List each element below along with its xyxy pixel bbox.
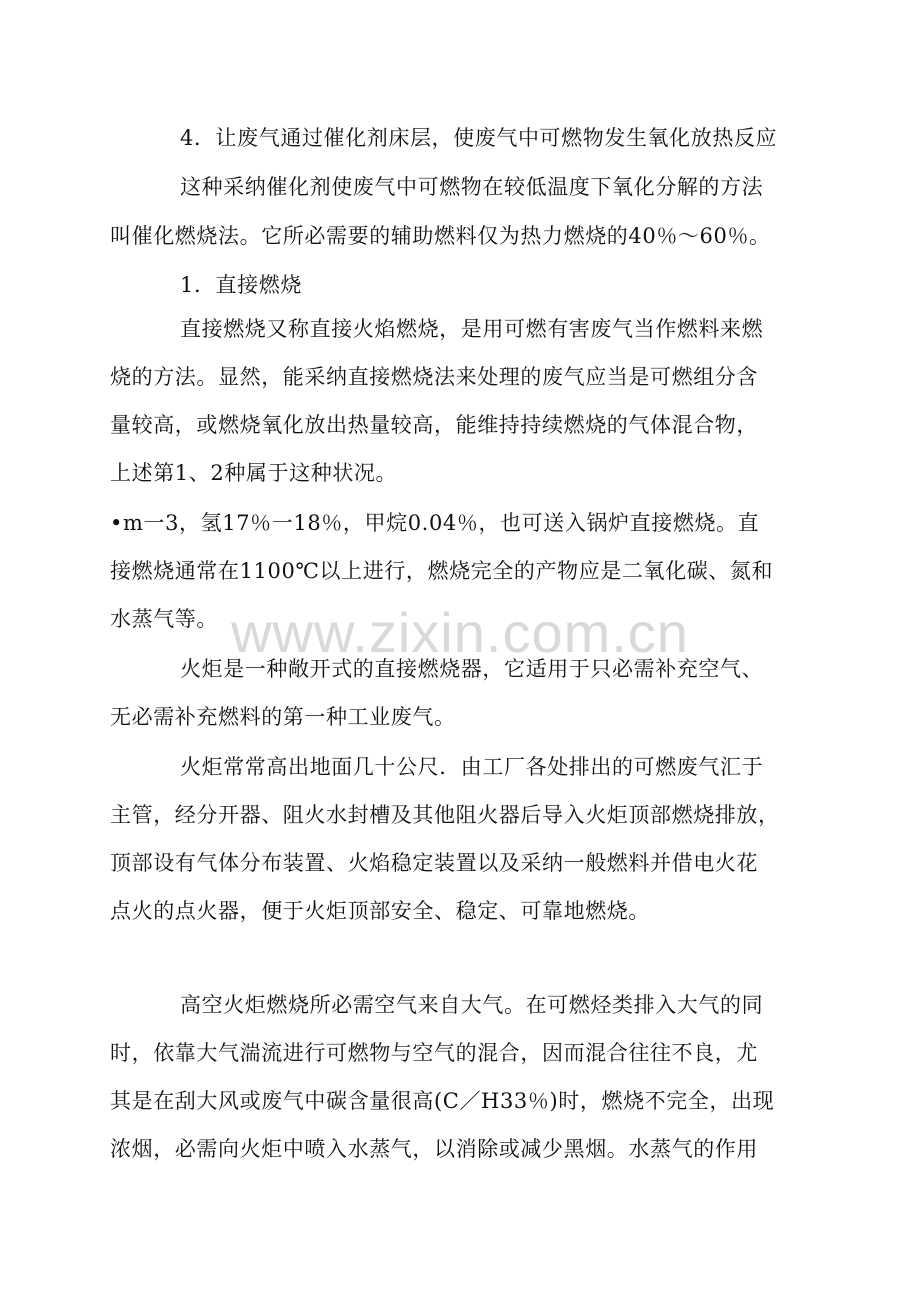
text-line: 无必需补充燃料的第一种工业废气。 [110, 705, 456, 729]
text-line: •m一3，氢17％一18％，甲烷0.04％，也可送入锅炉直接燃烧。直 [110, 511, 760, 535]
section-heading: 1．直接燃烧 [180, 273, 302, 297]
text-line: 叫催化燃烧法。它所必需要的辅助燃料仅为热力燃烧的40％～60％。 [110, 224, 771, 248]
text-line: 量较高，或燃烧氧化放出热量较高，能维持持续燃烧的气体混合物， [110, 413, 758, 437]
text-line: 浓烟，必需向火炬中喷入水蒸气，以消除或减少黑烟。水蒸气的作用 [110, 1137, 758, 1161]
text-line: 点火的点火器，便于火炬顶部安全、稳定、可靠地燃烧。 [110, 899, 650, 923]
watermark: www.zixin.com.cn [231, 601, 689, 664]
text-line: 火炬是一种敞开式的直接燃烧器，它适用于只必需补充空气、 [180, 657, 764, 681]
text-line: 直接燃烧又称直接火焰燃烧，是用可燃有害废气当作燃料来燃 [180, 317, 764, 341]
text-line: 水蒸气等。 [110, 607, 218, 631]
text-line: 高空火炬燃烧所必需空气来自大气。在可燃烃类排入大气的同 [180, 993, 764, 1017]
text-line: 这种采纳催化剂使废气中可燃物在较低温度下氧化分解的方法 [180, 175, 764, 199]
text-line: 时，依靠大气湍流进行可燃物与空气的混合，因而混合往往不良，尤 [110, 1041, 758, 1065]
text-line: 上述第1、2种属于这种状况。 [110, 461, 398, 485]
text-line: 烧的方法。显然，能采纳直接燃烧法来处理的废气应当是可燃组分含 [110, 365, 758, 389]
text-line: 接燃烧通常在1100℃以上进行，燃烧完全的产物应是二氧化碳、氮和 [110, 559, 774, 583]
text-line: 主管，经分开器、阻火水封槽及其他阻火器后导入火炬顶部燃烧排放， [110, 803, 780, 827]
text-line: 其是在刮大风或废气中碳含量很高(C／H33％)时，燃烧不完全，出现 [110, 1089, 775, 1113]
text-line: 4．让废气通过催化剂床层，使废气中可燃物发生氧化放热反应 [180, 126, 778, 150]
text-line: 顶部设有气体分布装置、火焰稳定装置以及采纳一般燃料并借电火花 [110, 851, 758, 875]
text-line: 火炬常常高出地面几十公尺．由工厂各处排出的可燃废气汇于 [180, 755, 764, 779]
